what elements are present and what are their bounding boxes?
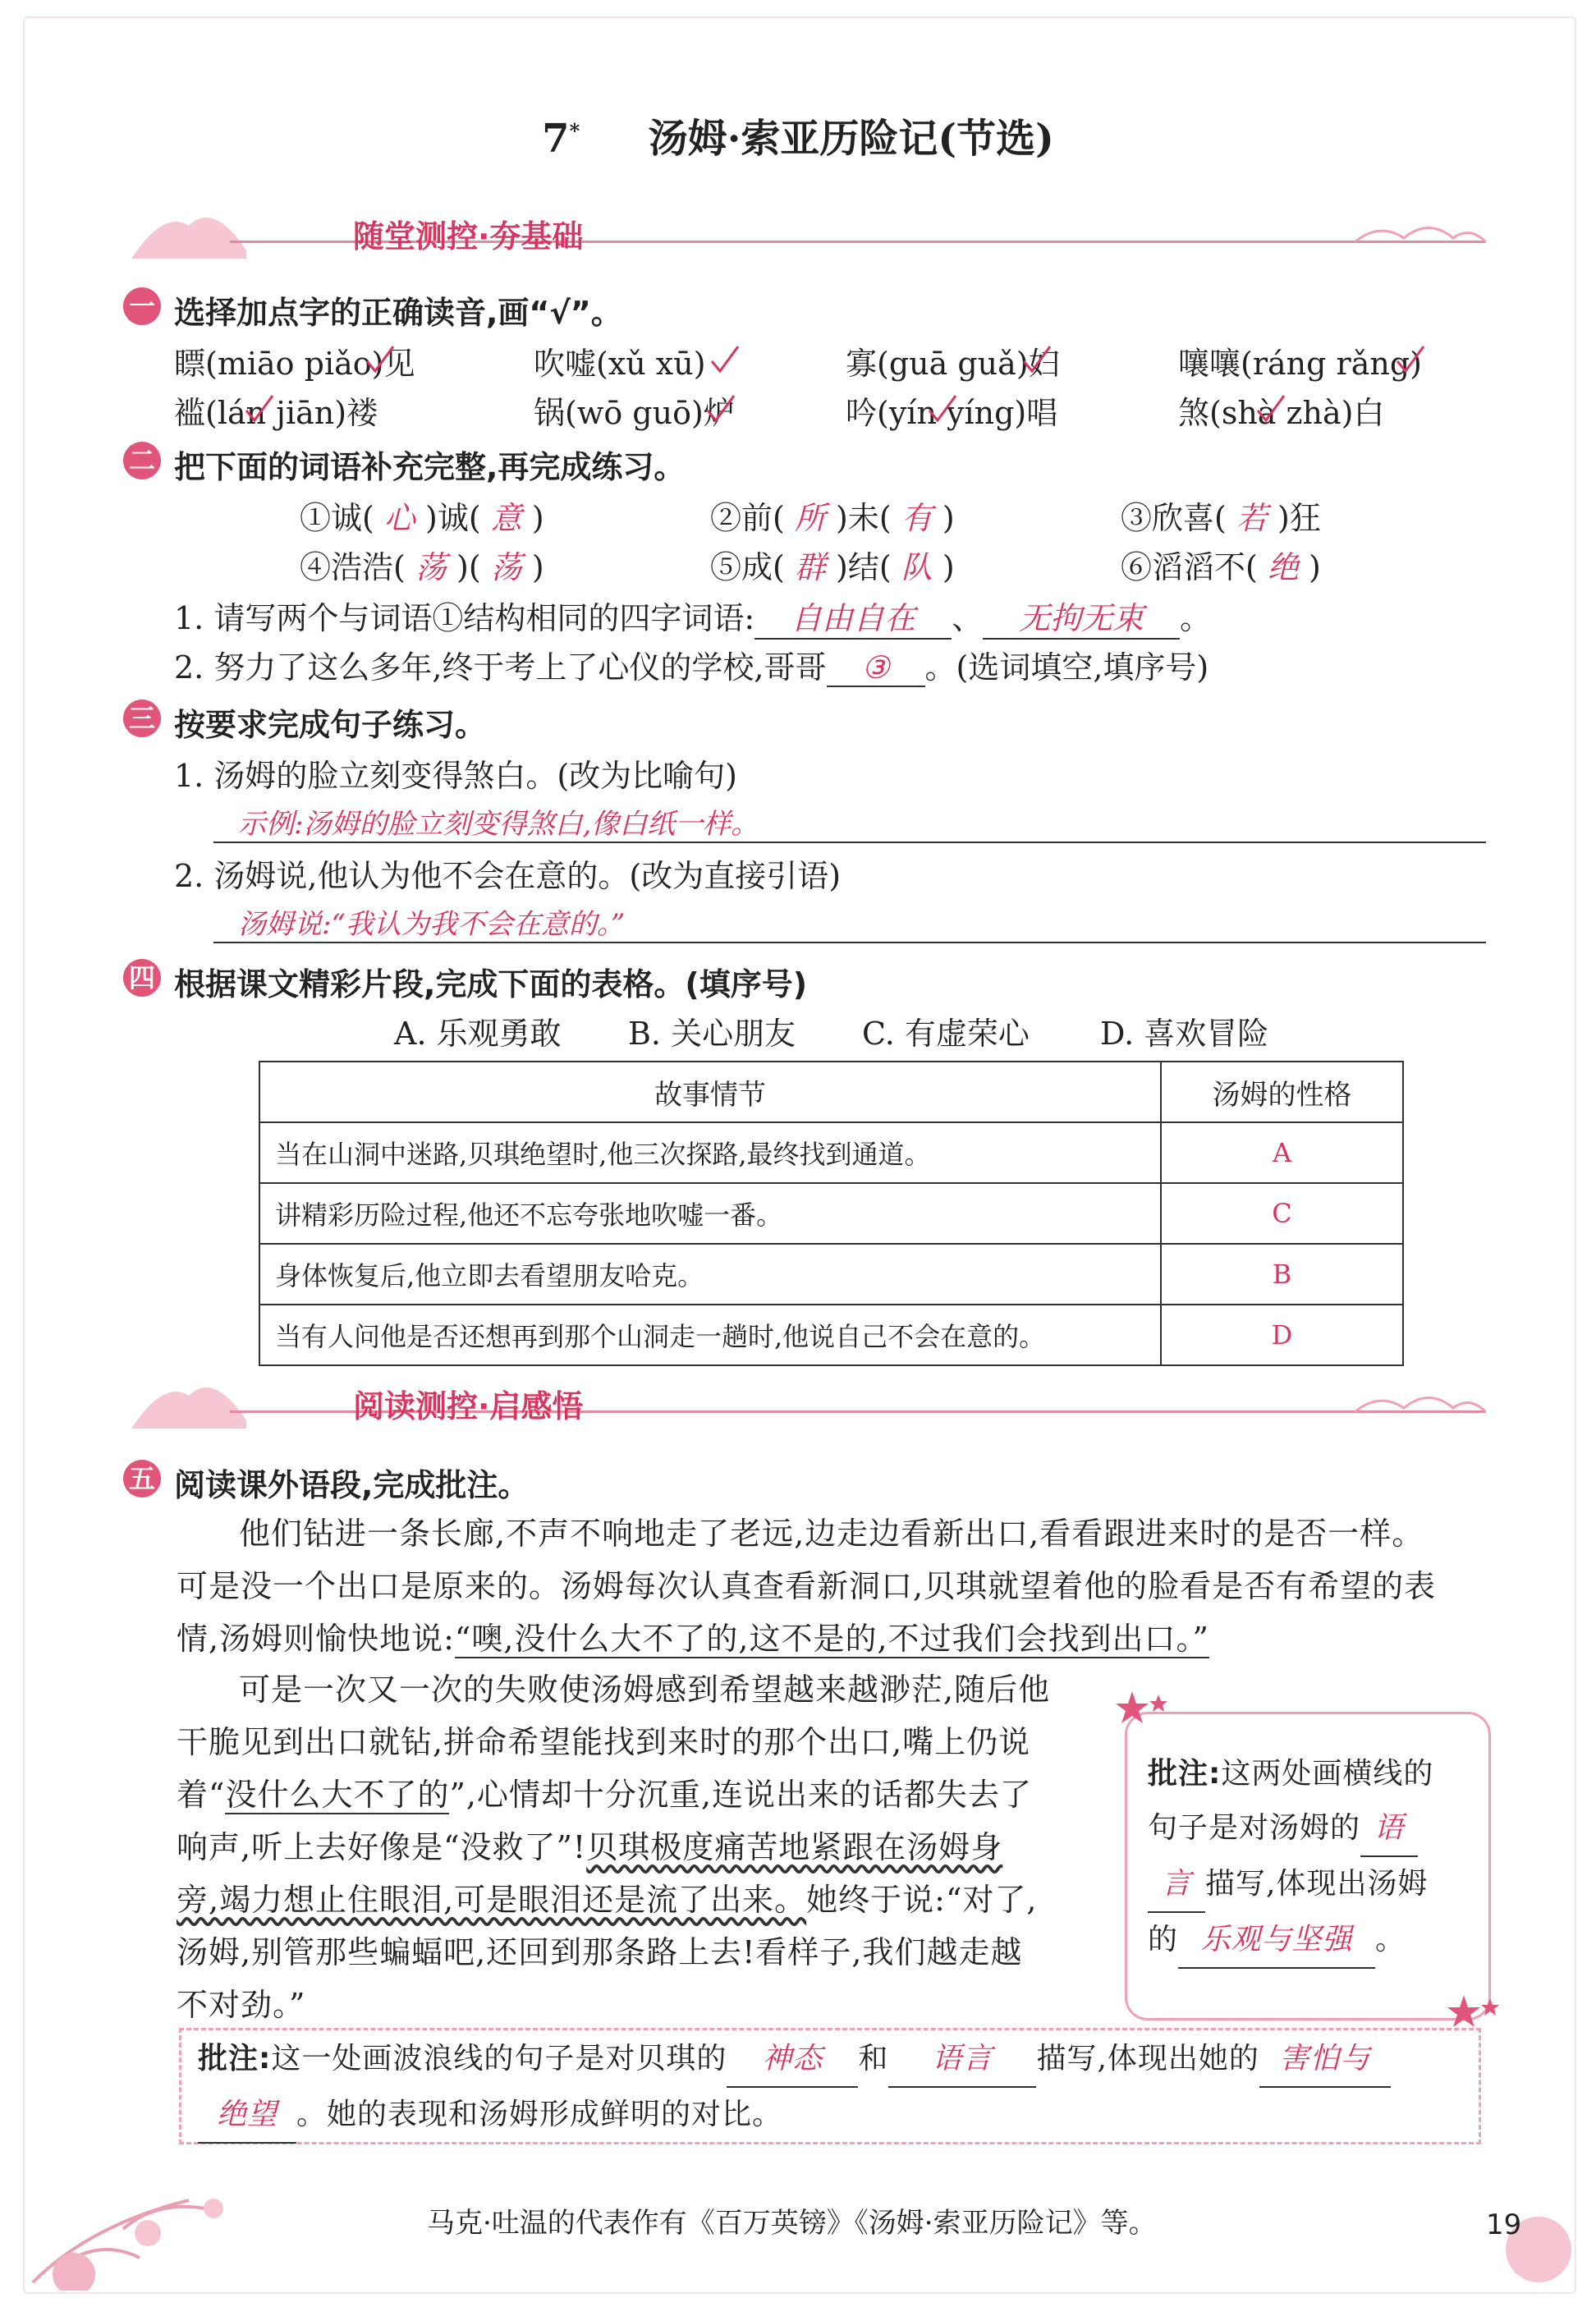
wavy-sentence: 旁,竭力想止住眼泪,可是眼泪还是流了出来。 — [177, 1882, 807, 1918]
question-heading-2: 把下面的词语补充完整,再完成练习。 — [174, 449, 686, 485]
lesson-title-text: 汤姆·索亚历险记(节选) — [648, 116, 1054, 162]
star-icon — [1116, 1690, 1173, 1731]
plot-cell: 当有人问他是否还想再到那个山洞走一趟时,他说自己不会在意的。 — [259, 1305, 1161, 1365]
pinyin-item: 煞(shà zhà)白 — [1178, 395, 1385, 431]
section-title: 随堂测控·夯基础 — [353, 218, 584, 255]
question-badge-1: 一 — [123, 287, 161, 325]
idiom-item-6: ⑥滔滔不( 绝 ) — [1121, 549, 1321, 585]
plot-cell: 讲精彩历险过程,他还不忘夸张地吹嘘一番。 — [259, 1183, 1161, 1244]
option-c: C. 有虚荣心 — [862, 1016, 1030, 1052]
check-mark-icon — [1256, 392, 1286, 425]
check-mark-icon — [710, 343, 740, 376]
idiom-item-1: ①诚( 心 )诚( 意 ) — [300, 500, 544, 536]
question-heading-4: 根据课文精彩片段,完成下面的表格。(填序号) — [174, 966, 808, 1002]
idiom-item-3: ③欣喜( 若 )狂 — [1121, 500, 1321, 536]
annotation-box-1: 批注:这两处画横线的 句子是对汤姆的 语 言 描写,体现出汤姆 的 乐观与坚强 。 — [1125, 1712, 1491, 2020]
question-badge-3: 三 — [123, 699, 161, 737]
pinyin-item: 锅(wō guō)炉 — [534, 395, 735, 431]
check-mark-icon — [706, 392, 736, 425]
table-header-row — [259, 1062, 1403, 1122]
idiom-item-5: ⑤成( 群 )结( 队 ) — [710, 549, 955, 585]
answer-blank: ③ — [827, 649, 925, 687]
answer-blank: 神态 — [727, 2032, 858, 2088]
annotation-label: 批注: — [1148, 1757, 1222, 1791]
pinyin-item: 瞟(miāo piǎo)见 — [174, 346, 415, 382]
pinyin-item: 吟(yín yíng)唱 — [846, 395, 1058, 431]
answer-blank: 乐观与坚强 — [1178, 1913, 1375, 1969]
pinyin-item: 褴(lán jiān)褛 — [174, 395, 378, 431]
passage-paragraph-2: 可是一次又一次的失败使汤姆感到希望越来越渺茫,随后他 干脆见到出口就钻,拼命希望能找到来时的那个出口,嘴上仍说 着“没什么大不了的”,心情却十分沉重,连说出来的话都失去了 响声,听上去好像是“没救了”!贝琪极度痛苦地紧跟在汤姆身 旁,竭力想止住眼泪,可是眼泪还是流了出来。她终于说:“对了, 汤姆,别管那些蝙蝠吧,还回到那条路上去!看样子,我们越走越 不对劲。” — [177, 1672, 1051, 2023]
table-row — [259, 1122, 1403, 1183]
mountain-icon — [131, 201, 246, 267]
cloud-icon — [1355, 1387, 1486, 1420]
table-row — [259, 1244, 1403, 1305]
lesson-title — [0, 107, 1596, 163]
question-badge-5: 五 — [123, 1460, 161, 1497]
question-heading-3: 按要求完成句子练习。 — [174, 707, 487, 743]
mountain-icon — [131, 1371, 246, 1437]
underlined-sentence: “噢,没什么大不了的,这不是的,不过我们会找到出口。” — [454, 1621, 1209, 1657]
answer-line: 汤姆说:“我认为我不会在意的。” — [213, 901, 1486, 943]
subquestion-2-2: 2. 努力了这么多年,终于考上了心仪的学校,哥哥 ③ 。(选词填空,填序号) — [174, 649, 1209, 686]
question-badge-2: 二 — [123, 442, 161, 479]
answer-blank: 害怕与 — [1259, 2032, 1391, 2088]
option-a: A. 乐观勇敢 — [394, 1016, 562, 1052]
check-mark-icon — [1396, 343, 1425, 376]
page-number: 19 — [1486, 2208, 1522, 2241]
cloud-icon — [1355, 218, 1486, 250]
pinyin-item: 吹嘘(xǔ xū) — [534, 346, 706, 382]
footer-note: 马克·吐温的代表作有《百万英镑》《汤姆·索亚历险记》等。 — [427, 2207, 1157, 2240]
option-d: D. 喜欢冒险 — [1100, 1016, 1269, 1052]
check-mark-icon — [365, 343, 395, 376]
plot-cell: 当在山洞中迷路,贝琪绝望时,他三次探路,最终找到通道。 — [259, 1122, 1161, 1183]
annotation-box-2: 批注:这一处画波浪线的句子是对贝琪的 神态 和 语言 描写,体现出她的 害怕与 绝望 。她的表现和汤姆形成鲜明的对比。 — [179, 2028, 1481, 2144]
answer-line: 示例:汤姆的脸立刻变得煞白,像白纸一样。 — [213, 801, 1486, 843]
answer-blank: 语言 — [888, 2032, 1036, 2088]
answer-blank: 言 — [1148, 1857, 1205, 1913]
answer-blank: 无拘无束 — [983, 593, 1180, 640]
idiom-item-2: ②前( 所 )未( 有 ) — [710, 500, 955, 536]
column-header: 汤姆的性格 — [1161, 1062, 1403, 1122]
check-mark-icon — [928, 392, 957, 425]
subquestion-3-1: 1. 汤姆的脸立刻变得煞白。(改为比喻句) — [174, 758, 737, 794]
pinyin-item: 寡(guā guǎ)妇 — [846, 346, 1060, 382]
subquestion-3-2: 2. 汤姆说,他认为他不会在意的。(改为直接引语) — [174, 858, 842, 894]
answer-cell: D — [1161, 1305, 1403, 1365]
passage-paragraph-1: 他们钻进一条长廊,不声不响地走了老远,边走边看新出口,看看跟进来时的是否一样。 可是没一个出口是原来的。汤姆每次认真查看新洞口,贝琪就望着他的脸看是否有希望的表 情,汤姆则愉快地说:“噢,没什么大不了的,这不是的,不过我们会找到出口。” — [177, 1516, 1437, 1657]
table-row — [259, 1183, 1403, 1244]
annotation-label: 批注: — [198, 2042, 272, 2075]
plot-cell: 身体恢复后,他立即去看望朋友哈克。 — [259, 1244, 1161, 1305]
answer-blank: 绝望 — [198, 2088, 296, 2144]
story-table — [259, 1061, 1404, 1366]
lesson-number: 7 — [542, 116, 570, 162]
question-heading-1: 选择加点字的正确读音,画“√”。 — [174, 295, 622, 331]
section-title: 阅读测控·启感悟 — [353, 1388, 584, 1424]
wavy-sentence: 贝琪极度痛苦地紧跟在汤姆身 — [586, 1829, 1003, 1865]
section-header-1 — [131, 209, 1486, 267]
option-b: B. 关心朋友 — [628, 1016, 796, 1052]
answer-blank: 自由自在 — [754, 593, 952, 640]
plum-blossom-icon — [25, 2151, 271, 2291]
question-badge-4: 四 — [123, 959, 161, 997]
lesson-star: * — [569, 119, 580, 143]
column-header: 故事情节 — [259, 1062, 1161, 1122]
answer-cell: C — [1161, 1183, 1403, 1244]
underlined-sentence: 没什么大不了的 — [225, 1777, 450, 1813]
check-mark-icon — [1022, 343, 1052, 376]
check-mark-icon — [245, 392, 274, 425]
question-heading-5: 阅读课外语段,完成批注。 — [174, 1467, 530, 1503]
section-header-2 — [131, 1379, 1486, 1437]
pinyin-item: 嚷嚷(ráng rǎng) — [1178, 346, 1422, 382]
answer-blank: 语 — [1360, 1801, 1418, 1857]
idiom-item-4: ④浩浩( 荡 )( 荡 ) — [300, 549, 544, 585]
table-row — [259, 1305, 1403, 1365]
answer-cell: A — [1161, 1122, 1403, 1183]
answer-cell: B — [1161, 1244, 1403, 1305]
subquestion-2-1: 1. 请写两个与词语①结构相同的四字词语: 自由自在 、 无拘无束 。 — [174, 593, 1211, 640]
